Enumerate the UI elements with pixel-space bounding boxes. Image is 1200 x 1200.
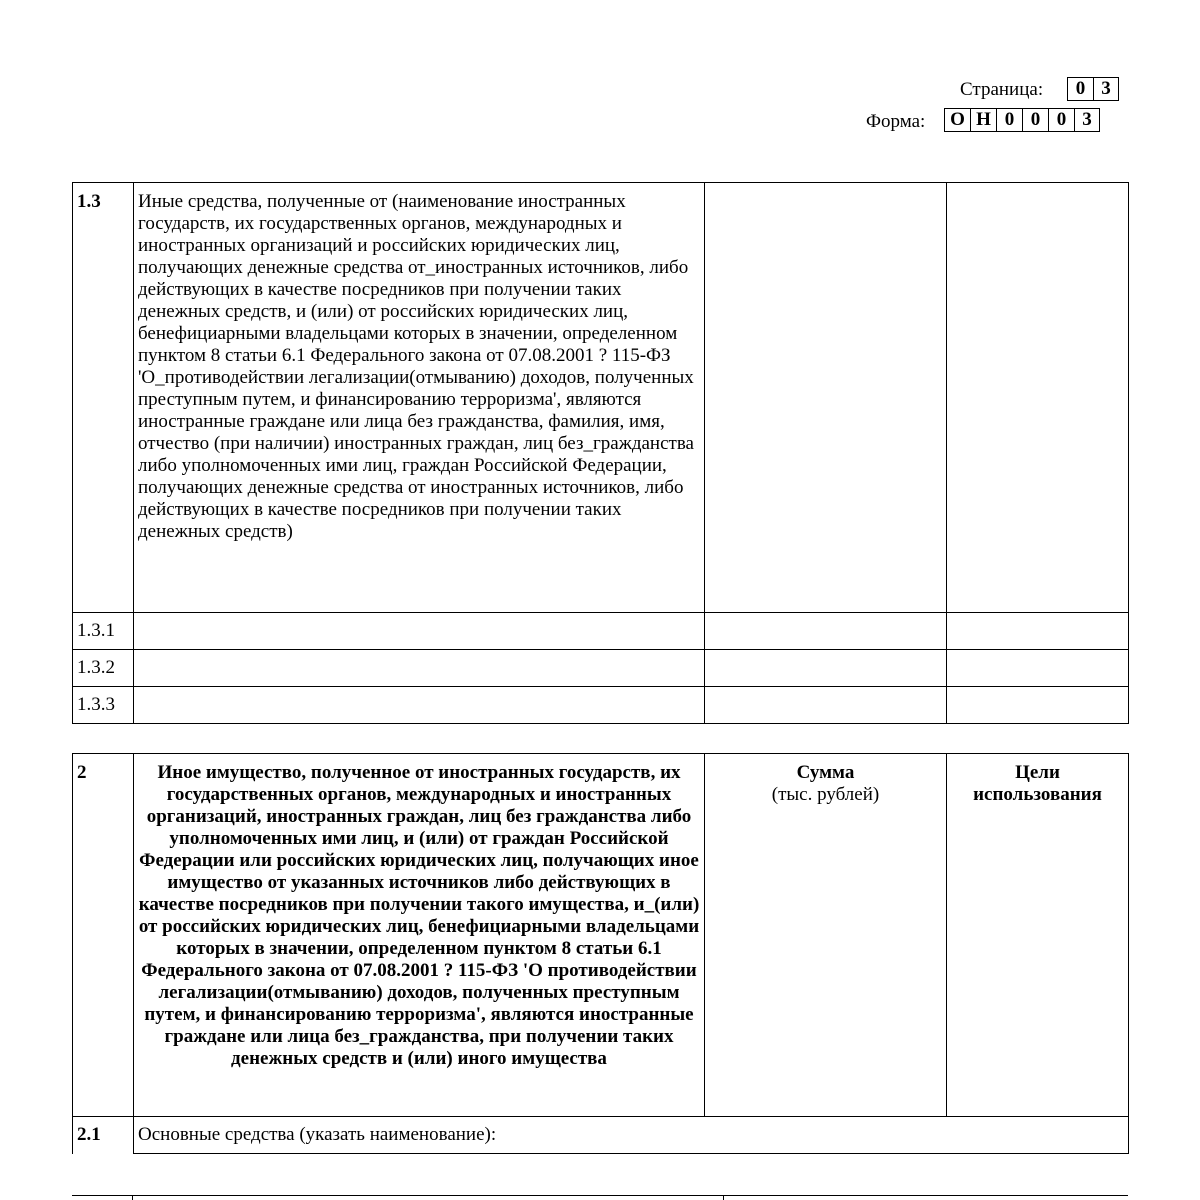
table-row: [73, 613, 1129, 650]
section-description: Иные средства, полученные от (наименование иностранных государств, их государственных органов, международных и иностранных организаций и российских юридических лиц, получающих денежные средства от_иностранных источников, либо действующих в качестве посредников при получении таких денежных средств, и (или) от российских юридических лиц, бенефициарными владельцами которых в значении, определенном пунктом 8 статьи 6.1 Федерального закона от 07.08.2001 ? 115-ФЗ 'О_противодействии легализации(отмыванию) доходов, полученных преступным путем, и финансированию терроризма', являются иностранные граждане или лица без гражданства, фамилия, имя, отчество (при наличии) иностранных граждан, лиц без_гражданства либо уполномоченных ими лиц, граждан Российской Федерации, получающих денежные средства от иностранных источников, либо действующих в качестве посредников при получении таких денежных средств): [134, 183, 705, 613]
row-number: 1.3.2: [73, 650, 134, 687]
table-row: [73, 1117, 1129, 1154]
page-digit: 3: [1093, 78, 1118, 100]
section-number: 2: [73, 754, 134, 1117]
form-code-char: 0: [1022, 109, 1048, 131]
section-2-header-row: [73, 754, 1129, 1117]
section-2-table: [72, 753, 1129, 1154]
sum-header-label: Сумма: [796, 762, 855, 783]
form-code-char: 3: [1074, 109, 1099, 131]
section-1-3-header-row: [73, 183, 1129, 613]
page-digit: 0: [1075, 78, 1086, 99]
section-number: 1.3: [73, 183, 134, 613]
fixed-assets-label: Основные средства (указать наименование):: [134, 1117, 1129, 1154]
row-number: 1.3.3: [73, 687, 134, 724]
purpose-header-label: Цели использования: [973, 762, 1102, 805]
table-row: [73, 650, 1129, 687]
row-description-cell[interactable]: [134, 650, 705, 687]
next-table-divider: [132, 1195, 133, 1200]
sum-column-header: [705, 754, 947, 1117]
sum-unit-label: (тыс. рублей): [771, 784, 880, 805]
purpose-column-header: [947, 754, 1129, 1117]
section-1-3-table: [72, 182, 1129, 724]
table-row: [73, 687, 1129, 724]
form-code-char: 0: [1048, 109, 1074, 131]
row-purpose-cell[interactable]: [947, 687, 1129, 724]
row-sum-cell[interactable]: [705, 650, 947, 687]
next-table-divider: [723, 1195, 724, 1200]
row-purpose-cell[interactable]: [947, 650, 1129, 687]
section-description: Иное имущество, полученное от иностранных государств, их государственных органов, международных и иностранных организаций, иностранных граждан, лиц без гражданства либо уполномоченных ими лиц, и (или) от граждан Российской Федерации или российских юридических лиц, получающих иное имущество от указанных источников либо действующих в качестве посредников при получении такого имущества, и_(или) от российских юридических лиц, бенефициарными владельцами которых в значении, определенном пунктом 8 статьи 6.1 Федерального закона от 07.08.2001 ? 115-ФЗ 'О противодействии легализации(отмыванию) доходов, полученных преступным путем, и финансированию терроризма', являются иностранные граждане или лица без_гражданства, при получении таких денежных средств и (или) иного имущества: [134, 754, 705, 1117]
form-code-char: О: [950, 109, 965, 130]
row-number: 2.1: [73, 1117, 134, 1154]
row-sum-cell[interactable]: [705, 613, 947, 650]
purpose-cell[interactable]: [947, 183, 1129, 613]
page-number-boxes: [1067, 77, 1119, 101]
sum-cell[interactable]: [705, 183, 947, 613]
row-number: 1.3.1: [73, 613, 134, 650]
form-label: Форма:: [866, 111, 926, 132]
row-sum-cell[interactable]: [705, 687, 947, 724]
form-code-char: 0: [996, 109, 1022, 131]
row-description-cell[interactable]: [134, 687, 705, 724]
row-purpose-cell[interactable]: [947, 613, 1129, 650]
page-label: Страница:: [960, 79, 1044, 100]
row-description-cell[interactable]: [134, 613, 705, 650]
next-table-top-edge: [72, 1195, 1128, 1196]
form-code-char: Н: [970, 109, 996, 131]
form-code-boxes: [944, 108, 1100, 132]
